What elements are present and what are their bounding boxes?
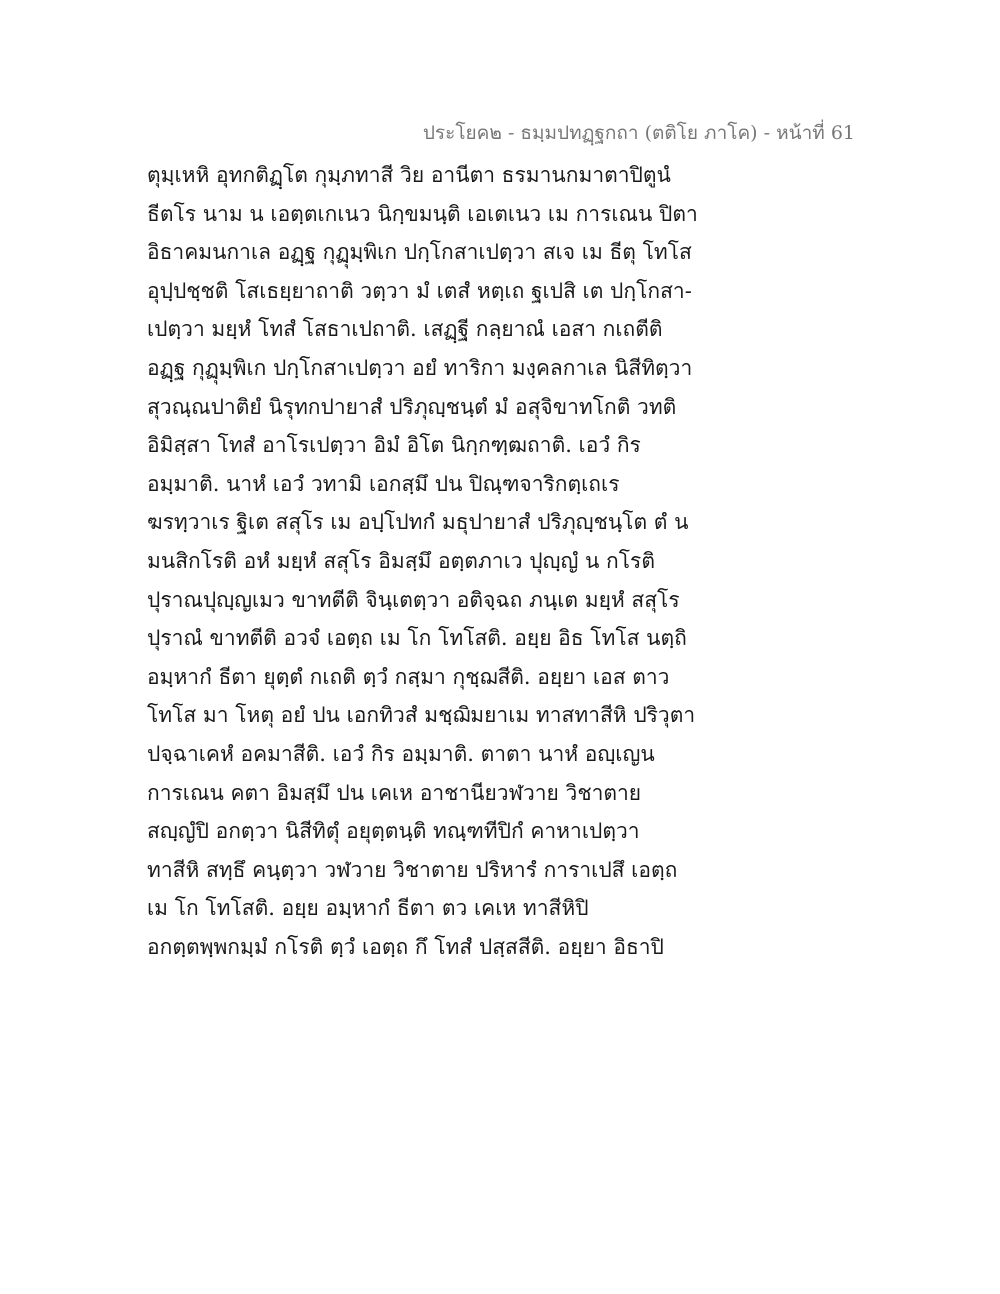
text-line: การเณน คตา อิมสฺมึ ปน เคเห อาชานียวฬวาย วิชาตาย: [147, 780, 642, 805]
text-line: เปตฺวา มยฺหํ โทสํ โสธาเปถาติ. เสฏฺฐี กลฺยาณํ เอสา กเถตีติ: [147, 317, 663, 342]
text-line: เม โก โทโสติ. อยฺย อมฺหากํ ธีตา ตว เคเห ทาสีหิปิ: [147, 896, 589, 921]
text-line: ปุราณปุญฺญเมว ขาทตีติ จินฺเตตฺวา อติจฺฉถ ภนฺเต มยฺหํ สสุโร: [147, 587, 680, 612]
text-line: ตุมฺเหหิ อุทกติฏฺโต กุมฺภทาสี วิย อานีตา ธรมานกมาตาปิตูนํ: [147, 163, 671, 187]
text-line: อิธาคมนกาเล อฏฺฐ กุฏุมฺพิเก ปกฺโกสาเปตฺวา สเจ เม ธีตุ โทโส: [147, 240, 692, 265]
text-line: มนสิกโรติ อหํ มยฺหํ สสุโร อิมสฺมึ อตฺตภาเว ปุญฺญํ น กโรติ: [147, 548, 655, 573]
text-line: อุปฺปชฺชติ โสเธยฺยาถาติ วตฺวา มํ เตสํ หตฺเถ ฐเปสิ เต ปกฺโกสา-: [147, 278, 692, 303]
text-line: อฏฺฐ กุฏุมฺพิเก ปกฺโกสาเปตฺวา อยํ ทาริกา มงฺคลกาเล นิสีทิตฺวา: [147, 355, 693, 380]
body-text: [147, 156, 863, 966]
text-line: อมฺมาติ. นาหํ เอวํ วทามิ เอกสฺมึ ปน ปิณฺฑจาริกตฺเถเร: [147, 471, 620, 496]
running-header: ประโยค๒ - ธมฺมปทฏฺฐกถา (ตติโย ภาโค) - หน้าที่ 61: [422, 122, 855, 144]
text-line: อิมิสฺสา โทสํ อาโรเปตฺวา อิมํ อิโต นิกฺกฑฺฒถาติ. เอวํ กิร: [147, 433, 641, 458]
text-line: อกตฺตพฺพกมฺมํ กโรติ ตฺวํ เอตฺถ กึ โทสํ ปสฺสสีติ. อยฺยา อิธาปิ: [147, 934, 664, 959]
text-line: ทาสีหิ สทฺธึ คนฺตฺวา วฬวาย วิชาตาย ปริหารํ การาเปสึ เอตฺถ: [147, 857, 678, 882]
text-line: ปุราณํ ขาทตีติ อวจํ เอตฺถ เม โก โทโสติ. อยฺย อิธ โทโส นตฺถิ: [147, 626, 687, 651]
text-line: โทโส มา โหตุ อยํ ปน เอกทิวสํ มชฺฌิมยาเม ทาสทาสีหิ ปริวุตา: [147, 703, 696, 728]
text-line: สุวณฺณปาติยํ นิรุทกปายาสํ ปริภุญฺชนฺตํ มํ อสุจิขาทโกติ วทติ: [147, 394, 677, 419]
text-line: สญฺญํปิ อกตฺวา นิสีทิตุํ อยุตฺตนฺติ ทณฺฑทีปิกํ คาหาเปตฺวา: [147, 819, 640, 844]
text-line: อมฺหากํ ธีตา ยุตฺตํ กเถติ ตฺวํ กสฺมา กุชฺฌสีติ. อยฺยา เอส ตาว: [147, 664, 670, 689]
text-line: ฆรทฺวาเร ฐิเต สสุโร เม อปฺโปทกํ มธุปายาสํ ปริภุญฺชนฺโต ตํ น: [147, 510, 689, 535]
text-line: ธีตโร นาม น เอตฺตเกเนว นิกฺขมนฺติ เอเตเนว เม การเณน ปิตา: [147, 201, 698, 226]
text-line: ปจฺฉาเคหํ อคมาสีติ. เอวํ กิร อมฺมาติ. ตาตา นาหํ อญฺเญน: [147, 741, 655, 766]
